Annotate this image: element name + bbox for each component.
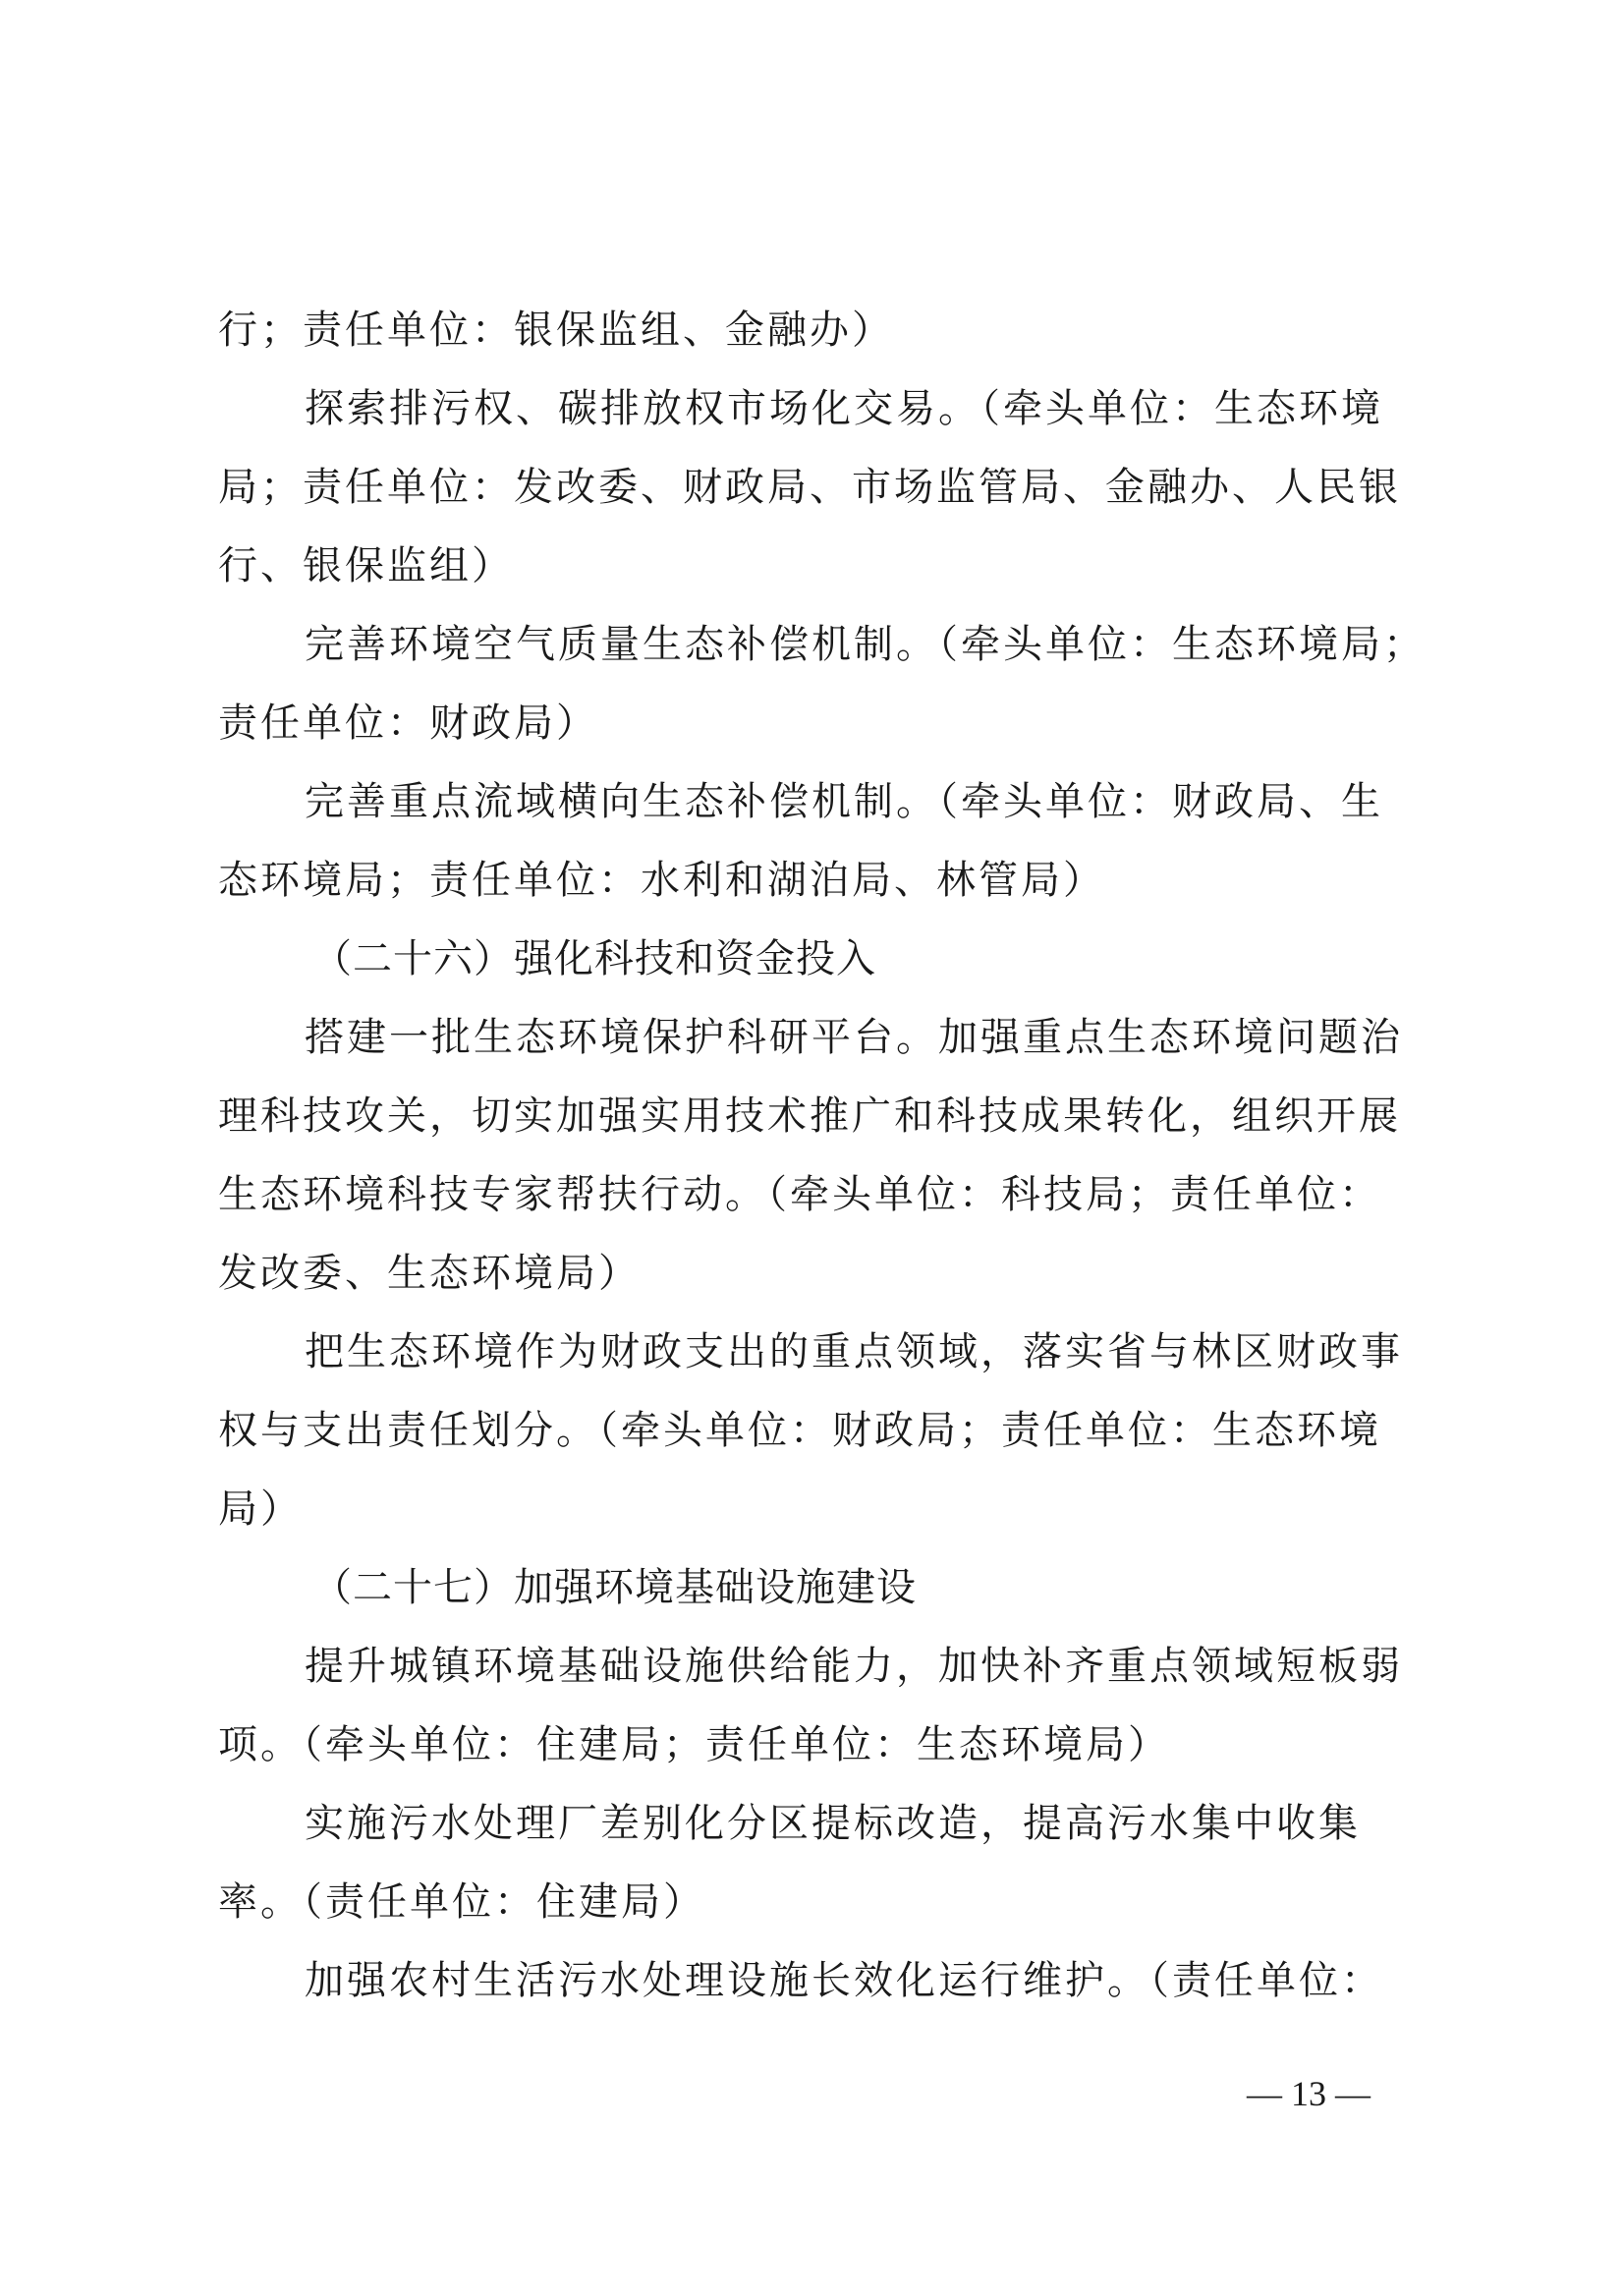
text-line: 责任单位：财政局） [218, 700, 598, 746]
section-heading: （二十七）加强环境基础设施建设 [312, 1565, 917, 1610]
text-line: 行、银保监组） [218, 543, 514, 588]
text-line: 生态环境科技专家帮扶行动。（牵头单位：科技局；责任单位： [218, 1172, 1381, 1217]
text-line: 局；责任单位：发改委、财政局、市场监管局、金融办、人民银 [218, 465, 1401, 510]
document-body [218, 291, 1430, 2020]
text-line: 态环境局；责任单位：水利和湖泊局、林管局） [218, 858, 1105, 903]
section-heading: （二十六）强化科技和资金投入 [312, 936, 876, 981]
text-line: 理科技攻关，切实加强实用技术推广和科技成果转化，组织开展 [218, 1093, 1401, 1139]
paragraph-start: 搭建一批生态环境保护科研平台。加强重点生态环境问题治 [305, 1015, 1403, 1060]
text-line: 率。（责任单位：住建局） [218, 1879, 705, 1925]
paragraph-start: 探索排污权、碳排放权市场化交易。（牵头单位：生态环境 [305, 386, 1383, 431]
paragraph-start: 把生态环境作为财政支出的重点领域，落实省与林区财政事 [305, 1329, 1403, 1374]
text-line: 发改委、生态环境局） [218, 1251, 641, 1296]
paragraph-start: 实施污水处理厂差别化分区提标改造，提高污水集中收集 [305, 1801, 1361, 1846]
text-line: 项。（牵头单位：住建局；责任单位：生态环境局） [218, 1722, 1170, 1767]
text-line: 局） [218, 1486, 303, 1532]
paragraph-start: 提升城镇环境基础设施供给能力，加快补齐重点领域短板弱 [305, 1644, 1403, 1689]
page-number: — 13 — [1247, 2074, 1371, 2113]
text-line: 权与支出责任划分。（牵头单位：财政局；责任单位：生态环境 [218, 1408, 1381, 1453]
paragraph-start: 完善环境空气质量生态补偿机制。（牵头单位：生态环境局； [305, 622, 1426, 667]
paragraph-start: 加强农村生活污水处理设施长效化运行维护。（责任单位： [305, 1958, 1383, 2003]
paragraph-start: 完善重点流域横向生态补偿机制。（牵头单位：财政局、生 [305, 779, 1383, 824]
text-line: 行；责任单位：银保监组、金融办） [218, 308, 894, 353]
